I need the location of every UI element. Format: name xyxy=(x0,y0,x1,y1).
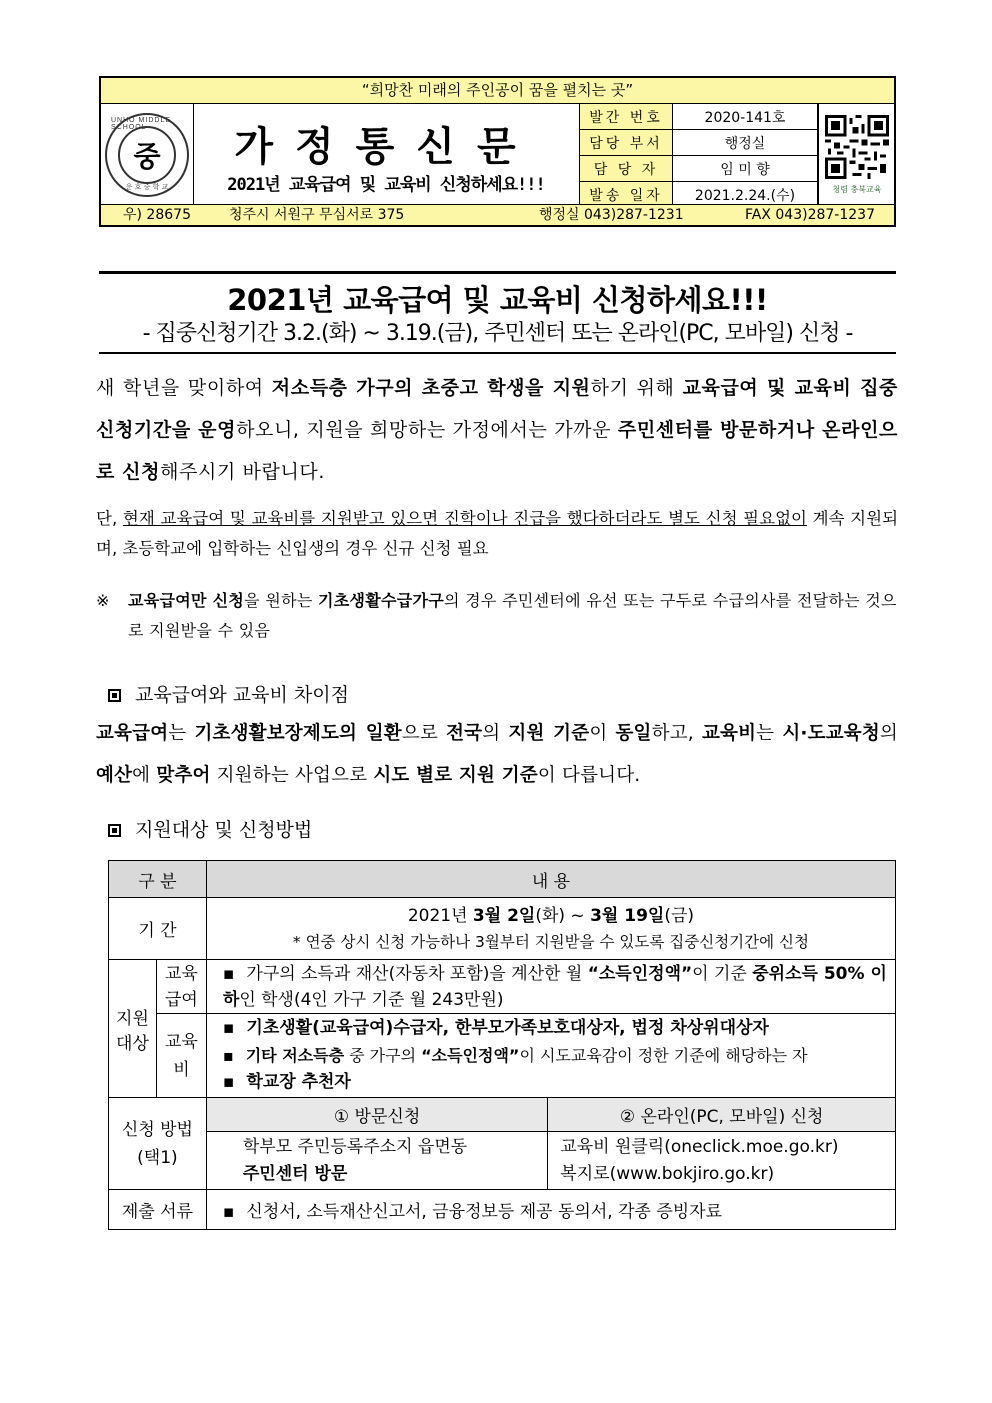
note-mark: ※ xyxy=(96,591,110,610)
section-heading-eligibility xyxy=(108,815,312,842)
section-title: 지원대상 및 신청방법 xyxy=(135,819,313,841)
intro-emphasis: 교육급여 및 교육비 집중신청기간을 운영 xyxy=(96,377,898,441)
edu-benefit-content xyxy=(206,960,895,1014)
diff-text: 는 xyxy=(168,723,195,744)
meta-value: 행정실 xyxy=(673,130,818,156)
qr-caption: 청렴 충북교육 xyxy=(832,185,882,194)
school-logo xyxy=(105,113,189,197)
main-subtitle: - 집중신청기간 3.2.(화) ~ 3.19.(금), 주민센터 또는 온라인(PC, 모바일) 신청 - xyxy=(142,321,853,346)
main-title: 2021년 교육급여 및 교육비 신청하세요!!! xyxy=(227,283,768,317)
diff-emphasis: 교육급여 xyxy=(96,723,169,744)
period-dates xyxy=(213,903,889,929)
diff-text: 이 xyxy=(589,723,616,744)
note-text: 의 경우 주민센터에 유선 또는 구두로 수급의사를 전달하는 것으로 지원받을 수 있음 xyxy=(128,591,897,640)
table-header-row xyxy=(109,861,896,898)
diff-emphasis: 맞추어 xyxy=(156,765,211,786)
table-row-edu-cost xyxy=(109,1014,896,1098)
method-online-detail xyxy=(548,1132,896,1190)
title-cell xyxy=(193,103,579,207)
edu-cost-item xyxy=(223,1042,889,1069)
meta-key: 발간 번호 xyxy=(580,104,673,130)
visit-text: 학부모 주민등록주소지 읍면동 xyxy=(242,1136,468,1157)
newsletter-header xyxy=(99,76,896,227)
documents-text: 신청서, 소득재산신고서, 금융정보등 제공 동의서, 각종 증빙자료 xyxy=(246,1202,723,1222)
bullet-icon: ▪ xyxy=(222,1202,235,1222)
difference-paragraph xyxy=(96,713,898,797)
para-text: 계속 지원되며, 초등학교에 입학하는 신입생의 경우 신규 신청 필요 xyxy=(96,509,899,558)
note-text: 을 원하는 xyxy=(244,591,318,610)
meta-row xyxy=(580,130,818,156)
online-link-oneclick[interactable]: 교육비 원클릭(oneclick.moe.go.kr) xyxy=(560,1136,839,1157)
logo-cell xyxy=(101,103,194,207)
intro-text: 하오니, 지원을 희망하는 가정에서는 가까운 xyxy=(236,419,618,441)
header-main-row xyxy=(101,103,894,207)
period-date: 3월 19일 xyxy=(590,905,665,926)
continuing-support-paragraph xyxy=(96,504,898,564)
diff-text: 지원하는 사업으로 xyxy=(210,765,374,786)
col-header-content: 내 용 xyxy=(206,861,895,898)
diff-emphasis: 시·도교육청 xyxy=(782,723,880,744)
intro-text: 새 학년을 맞이하여 xyxy=(96,377,272,399)
note-emphasis: 기초생활수급가구 xyxy=(317,591,445,610)
diff-text: 에 xyxy=(132,765,157,786)
benefit-text: 이 기준 xyxy=(692,963,753,984)
intro-paragraph xyxy=(96,367,898,493)
meta-value: 2021.2.24.(수) xyxy=(673,182,818,208)
bullet-icon: ▪ xyxy=(222,1018,235,1038)
intro-text: 해주시기 바랍니다. xyxy=(160,461,325,483)
newsletter-subtitle: 2021년 교육급여 및 교육비 신청하세요!!! xyxy=(227,175,545,195)
eligibility-table xyxy=(108,860,896,1230)
bullet-icon: ▪ xyxy=(222,1072,235,1092)
title-rule-top xyxy=(99,271,896,274)
meta-value: 2020-141호 xyxy=(673,104,818,130)
diff-emphasis: 기초생활보장제도의 일환 xyxy=(194,723,402,744)
note-emphasis: 교육급여만 신청 xyxy=(128,591,245,610)
period-text: (금) xyxy=(664,905,695,926)
diff-text: 는 xyxy=(756,723,783,744)
school-slogan: “희망찬 미래의 주인공이 꿈을 펼치는 곳” xyxy=(101,78,894,104)
diff-text: 의 xyxy=(879,723,898,744)
edu-cost-emphasis: 기타 저소득층 xyxy=(245,1046,345,1065)
edu-cost-emphasis: “소득인정액” xyxy=(421,1046,520,1065)
intro-emphasis: 저소득층 가구의 초중고 학생을 지원 xyxy=(271,377,591,399)
method-visit-title: ① 방문신청 xyxy=(206,1098,547,1132)
period-note: * 연중 상시 신청 가능하나 3월부터 지원받을 수 있도록 집중신청기간에 신청 xyxy=(292,932,809,951)
note-body xyxy=(128,586,898,646)
edu-cost-text: 이 시도교육감이 정한 기준에 해당하는 자 xyxy=(519,1046,808,1065)
office-phone: 행정실 043)287-1231 xyxy=(539,207,684,223)
logo-emblem: 중 xyxy=(118,126,176,184)
edu-cost-text: 학교장 추천자 xyxy=(246,1072,351,1092)
table-row-documents xyxy=(109,1190,896,1230)
para-underlined: 현재 교육급여 및 교육비를 지원받고 있으면 진학이나 진급을 했다하더라도 별도 신청 필요없이 xyxy=(122,509,807,528)
benefit-text: 가구의 소득과 재산(자동차 포함)을 계산한 월 xyxy=(246,963,588,984)
edu-cost-item xyxy=(223,1069,889,1096)
diff-text: 하고, xyxy=(651,723,702,744)
diff-emphasis: 동일 xyxy=(615,723,652,744)
logo-ring-bottom-text: 운 호 중 학 교 xyxy=(125,183,169,191)
diff-emphasis: 전국 xyxy=(446,723,483,744)
period-date: 3월 2일 xyxy=(472,905,536,926)
method-label: 신청 방법 (택1) xyxy=(109,1098,207,1190)
diff-text: 으로 xyxy=(401,723,447,744)
meta-value: 임 미 향 xyxy=(673,156,818,182)
method-visit-detail xyxy=(206,1132,547,1190)
documents-label: 제출 서류 xyxy=(109,1190,207,1230)
qr-cell xyxy=(818,103,895,207)
meta-key: 발송 일자 xyxy=(580,182,673,208)
table-row-period xyxy=(109,898,896,960)
documents-content xyxy=(206,1190,895,1230)
meta-key: 담 당 자 xyxy=(580,156,673,182)
benefit-emphasis: “소득인정액” xyxy=(587,963,693,984)
section-heading-difference xyxy=(108,680,349,707)
bullet-icon: ▪ xyxy=(222,963,235,984)
school-address: 청주시 서원구 무심서로 375 xyxy=(229,207,405,223)
edu-cost-text: 중 가구의 xyxy=(344,1046,422,1065)
para-text: 단, xyxy=(96,509,123,528)
diff-emphasis: 시도 별로 지원 기준 xyxy=(373,765,538,786)
diff-text: 이 다릅니다. xyxy=(537,765,641,786)
note-paragraph xyxy=(96,586,898,646)
section-square-icon xyxy=(108,824,121,837)
diff-emphasis: 지원 기준 xyxy=(508,723,590,744)
table-row-edu-benefit xyxy=(109,960,896,1014)
period-label: 기 간 xyxy=(109,898,207,960)
meta-row xyxy=(580,156,818,182)
logo-ring-text: UNHO MIDDLE SCHOOL xyxy=(111,117,172,131)
title-rule-bottom xyxy=(99,352,896,354)
bullet-icon: ▪ xyxy=(222,1046,234,1065)
period-content xyxy=(206,898,895,960)
edu-cost-text: 기초생활(교육급여)수급자, 한부모가족보호대상자, 법정 차상위대상자 xyxy=(246,1018,769,1038)
intro-emphasis: 주민센터를 방문하거나 온라인으로 신청 xyxy=(96,419,898,483)
table-row-method-header xyxy=(109,1098,896,1132)
section-title: 교육급여와 교육비 차이점 xyxy=(135,684,349,706)
edu-cost-item xyxy=(223,1015,889,1042)
period-text: (화) ~ xyxy=(535,905,591,926)
edu-benefit-label: 교육 급여 xyxy=(156,960,206,1014)
period-text: 2021년 xyxy=(407,905,473,926)
contact-bar xyxy=(101,204,894,225)
benefit-text: 인 학생(4인 가구 기준 월 243만원) xyxy=(239,989,504,1010)
intro-text: 하기 위해 xyxy=(590,377,683,399)
edu-cost-content xyxy=(206,1014,895,1098)
benefit-emphasis: 중위소득 50% 이하 xyxy=(222,963,887,1010)
diff-text: 의 xyxy=(482,723,509,744)
qr-code-icon[interactable] xyxy=(825,115,889,179)
table-row-method-detail xyxy=(109,1132,896,1190)
issue-meta-table xyxy=(579,103,818,208)
col-header-category: 구 분 xyxy=(109,861,207,898)
meta-key: 담당 부서 xyxy=(580,130,673,156)
newsletter-title: 가정통신문 xyxy=(234,123,538,170)
method-online-title: ② 온라인(PC, 모바일) 신청 xyxy=(548,1098,896,1132)
postal-code: 우) 28675 xyxy=(123,207,191,223)
meta-row xyxy=(580,104,818,130)
online-link-bokjiro[interactable]: 복지로(www.bokjiro.go.kr) xyxy=(560,1163,775,1184)
section-square-icon xyxy=(108,689,121,702)
visit-emphasis: 주민센터 방문 xyxy=(242,1163,348,1184)
office-fax: FAX 043)287-1237 xyxy=(745,207,875,223)
target-label: 지원 대상 xyxy=(109,960,157,1098)
edu-cost-label: 교육 비 xyxy=(156,1014,206,1098)
diff-emphasis: 교육비 xyxy=(701,723,757,744)
diff-emphasis: 예산 xyxy=(96,765,133,786)
